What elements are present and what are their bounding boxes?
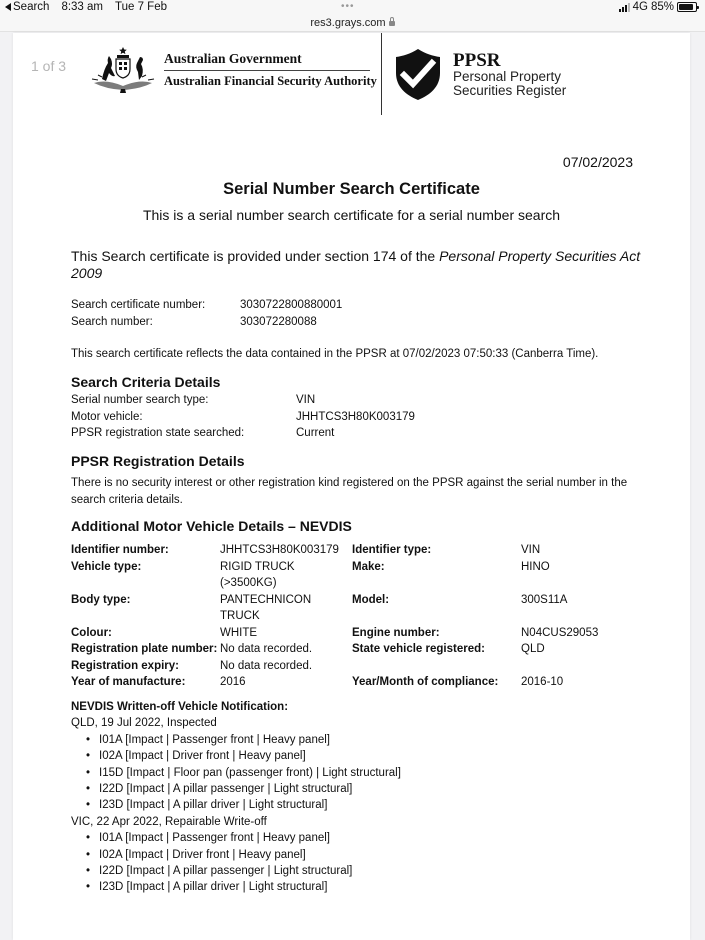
header-divider <box>381 33 382 115</box>
detail-value: 2016 <box>220 676 246 688</box>
field-label: Motor vehicle: <box>71 410 143 423</box>
damage-item: • I23D [Impact | A pillar driver | Light structural] <box>71 879 401 895</box>
australian-government-logo <box>88 45 377 95</box>
detail-label: Colour: <box>71 626 112 639</box>
status-bar <box>0 0 705 17</box>
detail-value: N04CUS29053 <box>521 626 599 639</box>
intro-text: This Search certificate is provided under section 174 of the <box>71 248 440 264</box>
lock-icon <box>389 21 395 26</box>
vehicle-detail-row <box>71 674 631 691</box>
network-type: 4G <box>632 1 648 13</box>
detail-value: RIGID TRUCK (>3500KG) <box>220 560 295 589</box>
battery-percent: 85% <box>650 1 674 13</box>
vehicle-detail-row <box>71 559 631 592</box>
vehicle-detail-row <box>71 641 631 658</box>
ppsr-logo <box>393 47 566 101</box>
back-arrow-icon <box>5 3 11 11</box>
vehicle-detail-row <box>71 625 631 642</box>
criteria-row <box>71 409 415 426</box>
certificate-number-row <box>71 297 342 314</box>
certificate-date: 07/02/2023 <box>562 154 633 170</box>
search-criteria-fields <box>71 392 415 442</box>
field-value: VIN <box>296 394 316 406</box>
damage-item: • I15D [Impact | Floor pan (passenger front) | Light structural] <box>71 765 401 781</box>
written-off-notification <box>71 699 401 896</box>
coat-of-arms-icon <box>88 45 158 95</box>
detail-label: Year/Month of compliance: <box>352 676 499 688</box>
detail-value <box>521 658 631 675</box>
registration-text: There is no security interest or other registration kind registered on the PPSR against the serial number in the search criteria details. <box>71 477 628 506</box>
detail-value: PANTECHNICON TRUCK <box>220 593 312 622</box>
ppsr-subtitle-line1: Personal Property <box>453 68 562 84</box>
detail-value: HINO <box>521 560 550 573</box>
damage-item: • I23D [Impact | A pillar driver | Light structural] <box>71 797 401 813</box>
criteria-row <box>71 392 415 409</box>
back-to-search-button[interactable] <box>5 1 49 13</box>
damage-item: • I22D [Impact | A pillar passenger | Light structural] <box>71 781 401 797</box>
field-label: Serial number search type: <box>71 394 209 406</box>
status-date: Tue 7 Feb <box>115 1 167 13</box>
damage-item: • I01A [Impact | Passenger front | Heavy panel] <box>71 732 401 748</box>
certificate-numbers <box>71 297 342 330</box>
damage-list <box>71 732 401 814</box>
detail-value: 300S11A <box>521 593 568 606</box>
damage-list <box>71 830 401 896</box>
act-name: Personal Property Securities Act 2009 <box>71 248 641 281</box>
damage-item: • I02A [Impact | Driver front | Heavy panel] <box>71 748 401 764</box>
detail-label: Registration plate number: <box>71 643 218 655</box>
shield-check-icon <box>393 47 443 101</box>
field-label: PPSR registration state searched: <box>71 427 245 439</box>
field-label: Search certificate number: <box>71 299 206 311</box>
written-off-heading: NEVDIS Written-off Vehicle Notification: <box>71 701 289 713</box>
vehicle-detail-row <box>71 542 631 559</box>
damage-item: • I01A [Impact | Passenger front | Heavy panel] <box>71 830 401 846</box>
field-value: JHHTCS3H80K003179 <box>296 410 415 423</box>
field-value: 303072280088 <box>240 315 317 328</box>
nevdis-heading: Additional Motor Vehicle Details – NEVDIS <box>71 518 352 534</box>
detail-value: No data recorded. <box>220 643 313 655</box>
notification-group-title: QLD, 19 Jul 2022, Inspected <box>71 717 217 730</box>
vehicle-detail-row <box>71 592 631 625</box>
search-criteria-heading: Search Criteria Details <box>71 374 221 390</box>
detail-label: Engine number: <box>352 626 440 639</box>
detail-value: QLD <box>521 643 545 655</box>
page-counter: 1 of 3 <box>31 58 67 74</box>
detail-value: JHHTCS3H80K003179 <box>220 544 339 556</box>
gov-name: Australian Government <box>164 51 370 71</box>
vehicle-details-grid <box>71 542 631 691</box>
multitasking-dots-icon[interactable]: ••• <box>341 1 355 12</box>
url-bar[interactable] <box>0 17 705 32</box>
detail-value: WHITE <box>220 626 258 639</box>
url-domain: res3.grays.com <box>310 17 386 29</box>
notification-group-title: VIC, 22 Apr 2022, Repairable Write-off <box>71 815 267 828</box>
criteria-row <box>71 425 415 442</box>
damage-item: • I02A [Impact | Driver front | Heavy panel] <box>71 847 401 863</box>
registration-heading: PPSR Registration Details <box>71 453 245 469</box>
certificate-title: Serial Number Search Certificate <box>223 180 480 198</box>
agency-name: Australian Financial Security Authority <box>164 74 377 88</box>
detail-label: Year of manufacture: <box>71 676 186 688</box>
detail-label: Identifier number: <box>71 544 169 556</box>
cellular-signal-icon <box>619 3 630 12</box>
detail-label: Identifier type: <box>352 544 432 556</box>
detail-label: Vehicle type: <box>71 560 142 573</box>
detail-label: Registration expiry: <box>71 659 179 672</box>
detail-label: State vehicle registered: <box>352 643 485 655</box>
detail-value: No data recorded. <box>220 659 313 672</box>
certificate-intro <box>71 248 641 282</box>
detail-value: 2016-10 <box>521 676 564 688</box>
ppsr-title: PPSR <box>453 49 501 71</box>
detail-label: Make: <box>352 560 385 573</box>
status-time: 8:33 am <box>61 1 103 13</box>
field-value: 3030722800880001 <box>240 299 343 311</box>
certificate-subtitle: This is a serial number search certificate for a serial number search <box>142 207 561 223</box>
detail-label: Model: <box>352 593 390 606</box>
battery-icon <box>677 2 697 12</box>
ppsr-subtitle-line2: Securities Register <box>453 82 567 98</box>
damage-item: • I22D [Impact | A pillar passenger | Light structural] <box>71 863 401 879</box>
detail-label: Body type: <box>71 593 131 606</box>
document-page <box>13 33 690 940</box>
data-timestamp-note: This search certificate reflects the data contained in the PPSR at 07/02/2023 07:50:33 (Canberra Time). <box>71 348 599 360</box>
field-label: Search number: <box>71 315 153 328</box>
vehicle-detail-row <box>71 658 631 675</box>
field-value: Current <box>296 427 335 439</box>
back-label: Search <box>13 1 50 13</box>
detail-value: VIN <box>521 544 541 556</box>
search-number-row <box>71 314 342 331</box>
detail-label <box>352 658 521 675</box>
